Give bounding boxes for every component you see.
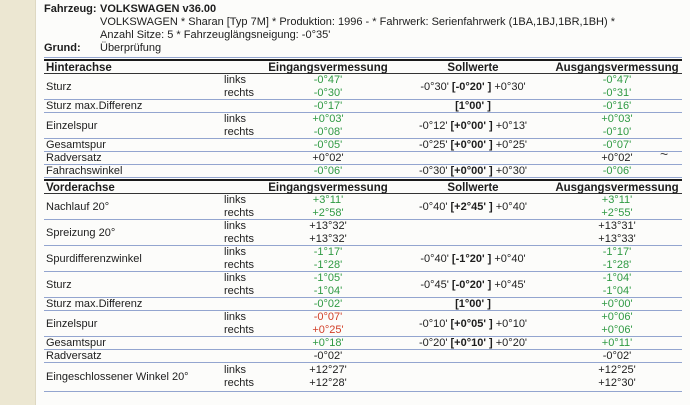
- table-row: [44, 152, 682, 165]
- eingang-values: [262, 220, 394, 246]
- measured-value: +2°55': [601, 207, 633, 219]
- side-label: links: [224, 113, 247, 125]
- eingang-values: [262, 337, 394, 349]
- measured-value: +0°03': [312, 113, 344, 125]
- measured-value: +13°32': [309, 220, 347, 232]
- eingang-values: [262, 100, 394, 112]
- side-label: rechts: [224, 324, 254, 336]
- ausgang-values: [552, 100, 682, 112]
- row-label: Spurdifferenzwinkel: [46, 252, 142, 265]
- measured-value: -0°02': [313, 298, 343, 310]
- side-labels: [222, 194, 262, 220]
- soll-value: -0°25' [+0°00' ] +0°25': [418, 139, 528, 151]
- table-row: [44, 363, 682, 392]
- side-label: rechts: [224, 377, 254, 389]
- soll-value: -0°40' [+2°45' ] +0°40': [418, 200, 528, 213]
- section-header-row: [44, 59, 682, 74]
- table-row: [44, 165, 682, 178]
- measured-value: -0°02': [602, 350, 632, 362]
- side-label: links: [224, 311, 247, 323]
- side-label: links: [224, 364, 247, 376]
- measured-value: -1°04': [313, 285, 343, 297]
- reason-label: Grund:: [44, 42, 81, 54]
- eingang-values: [262, 165, 394, 177]
- side-labels: [222, 220, 262, 246]
- column-header-eingang: Eingangsvermessung: [268, 62, 388, 74]
- scan-artifact-tilde: ~: [660, 146, 669, 162]
- measured-value: +0°18': [312, 337, 344, 349]
- eingang-values: [262, 246, 394, 272]
- measured-value: -0°30': [313, 87, 343, 99]
- ausgang-values: [552, 74, 682, 100]
- ausgang-values: [552, 194, 682, 220]
- ausgang-values: [552, 246, 682, 272]
- measured-value: +12°25': [598, 364, 636, 376]
- row-label: Sturz max.Differenz: [46, 298, 143, 310]
- column-header-ausgang: Ausgangsvermessung: [555, 182, 679, 194]
- column-header-ausgang: Ausgangsvermessung: [555, 62, 679, 74]
- row-label: Gesamtspur: [46, 337, 106, 349]
- eingang-values: [262, 152, 394, 164]
- measured-value: +0°11': [601, 337, 633, 349]
- measured-value: +12°30': [598, 377, 636, 389]
- eingang-values: [262, 298, 394, 310]
- table-row: [44, 194, 682, 220]
- table-row: [44, 337, 682, 350]
- eingang-values: [262, 113, 394, 139]
- table-row: [44, 311, 682, 337]
- table-row: [44, 74, 682, 100]
- side-label: rechts: [224, 126, 254, 138]
- side-label: links: [224, 194, 247, 206]
- measured-value: -0°10': [602, 126, 632, 138]
- eingang-values: [262, 139, 394, 151]
- measured-value: -0°31': [602, 87, 632, 99]
- soll-value: -0°10' [+0°05' ] +0°10': [418, 317, 528, 330]
- measured-value: +13°32': [309, 233, 347, 245]
- measured-value: -1°17': [602, 246, 632, 258]
- measured-value: -0°47': [602, 74, 632, 86]
- alignment-report: [44, 3, 682, 392]
- row-label: Sturz: [46, 80, 72, 93]
- soll-value: -0°30' [-0°20' ] +0°30': [420, 80, 526, 93]
- side-labels: [222, 272, 262, 298]
- measured-value: -1°04': [602, 285, 632, 297]
- measured-value: -0°05': [313, 139, 343, 151]
- measured-value: +3°11': [312, 194, 344, 206]
- measured-value: +13°31': [598, 220, 636, 232]
- vehicle-detail-line1: VOLKSWAGEN * Sharan [Typ 7M] * Produktion: 1996 - * Fahrwerk: Serienfahrwerk (1BA,1BJ,1BR,1BH) *: [100, 16, 615, 28]
- side-labels: [222, 246, 262, 272]
- side-labels: [222, 364, 262, 390]
- measured-value: +0°02': [601, 152, 633, 164]
- eingang-values: [262, 272, 394, 298]
- table-row: [44, 113, 682, 139]
- eingang-values: [262, 350, 394, 362]
- side-label: rechts: [224, 259, 254, 271]
- measured-value: +2°58': [312, 207, 344, 219]
- measured-value: -1°28': [602, 259, 632, 271]
- measured-value: +12°28': [309, 377, 347, 389]
- eingang-values: [262, 74, 394, 100]
- side-label: rechts: [224, 207, 254, 219]
- ausgang-values: [552, 220, 682, 246]
- eingang-values: [262, 311, 394, 337]
- side-label: links: [224, 272, 247, 284]
- soll-value: -0°30' [+0°00' ] +0°30': [418, 165, 528, 177]
- measured-value: -0°17': [313, 100, 343, 112]
- section-title: Hinterachse: [46, 62, 112, 74]
- measured-value: -0°47': [313, 74, 343, 86]
- measured-value: +0°25': [312, 324, 344, 336]
- side-label: rechts: [224, 285, 254, 297]
- measured-value: +0°06': [601, 324, 633, 336]
- side-labels: [222, 113, 262, 139]
- row-label: Spreizung 20°: [46, 226, 116, 239]
- ausgang-values: [552, 350, 682, 362]
- ausgang-values: [552, 311, 682, 337]
- table-row: [44, 220, 682, 246]
- ausgang-values: [552, 337, 682, 349]
- row-label: Fahrachswinkel: [46, 165, 123, 177]
- row-label: Sturz: [46, 278, 72, 291]
- table-row: [44, 246, 682, 272]
- measured-value: -1°05': [313, 272, 343, 284]
- scan-paper-edge: [0, 0, 36, 405]
- report-header: [44, 3, 682, 55]
- ausgang-values: [552, 272, 682, 298]
- measured-value: +0°06': [601, 311, 633, 323]
- side-label: links: [224, 74, 247, 86]
- measured-value: -0°06': [313, 165, 343, 177]
- row-label: Gesamtspur: [46, 139, 106, 151]
- measured-value: -0°06': [602, 165, 632, 177]
- soll-value: -0°20' [+0°10' ] +0°20': [418, 337, 528, 349]
- row-label: Sturz max.Differenz: [46, 100, 143, 112]
- side-label: links: [224, 246, 247, 258]
- measured-value: +0°03': [601, 113, 633, 125]
- table-row: [44, 100, 682, 113]
- side-labels: [222, 74, 262, 100]
- measured-value: -1°17': [313, 246, 343, 258]
- vehicle-label: Fahrzeug:: [44, 3, 97, 15]
- measured-value: -0°07': [602, 139, 632, 151]
- eingang-values: [262, 194, 394, 220]
- side-label: rechts: [224, 233, 254, 245]
- header-divider: [44, 57, 682, 58]
- ausgang-values: [552, 298, 682, 310]
- row-label: Radversatz: [46, 350, 102, 362]
- section-title: Vorderachse: [46, 182, 115, 194]
- measured-value: +0°00': [601, 298, 633, 310]
- measured-value: -0°16': [602, 100, 632, 112]
- ausgang-values: [552, 113, 682, 139]
- section-header-row: [44, 179, 682, 194]
- table-row: [44, 272, 682, 298]
- vehicle-name: VOLKSWAGEN v36.00: [100, 3, 217, 15]
- column-header-sollwerte: Sollwerte: [447, 182, 499, 194]
- alignment-table: [44, 59, 682, 392]
- ausgang-values: [552, 165, 682, 177]
- row-label: Einzelspur: [46, 119, 98, 132]
- soll-value: -0°12' [+0°00' ] +0°13': [418, 119, 528, 132]
- row-label: Eingeschlossener Winkel 20°: [46, 370, 189, 383]
- side-labels: [222, 311, 262, 337]
- measured-value: +13°33': [598, 233, 636, 245]
- measured-value: -0°08': [313, 126, 343, 138]
- eingang-values: [262, 364, 394, 390]
- ausgang-values: [552, 364, 682, 390]
- soll-value: -0°45' [-0°20' ] +0°45': [420, 278, 526, 291]
- table-row: [44, 298, 682, 311]
- measured-value: +3°11': [601, 194, 633, 206]
- column-header-eingang: Eingangsvermessung: [268, 182, 388, 194]
- side-label: links: [224, 220, 247, 232]
- reason-value: Überprüfung: [100, 42, 162, 54]
- soll-value: -0°40' [-1°20' ] +0°40': [420, 252, 526, 265]
- column-header-sollwerte: Sollwerte: [447, 62, 499, 74]
- measured-value: -1°04': [602, 272, 632, 284]
- row-label: Einzelspur: [46, 317, 98, 330]
- soll-value: [1°00' ]: [455, 100, 491, 112]
- soll-value: [1°00' ]: [455, 298, 491, 310]
- measured-value: -0°02': [313, 350, 343, 362]
- table-row: [44, 139, 682, 152]
- side-label: rechts: [224, 87, 254, 99]
- measured-value: +0°02': [312, 152, 344, 164]
- row-label: Nachlauf 20°: [46, 200, 110, 213]
- row-label: Radversatz: [46, 152, 102, 164]
- measured-value: -1°28': [313, 259, 343, 271]
- vehicle-detail-line2: Anzahl Sitze: 5 * Fahrzeuglängsneigung: -0°35': [100, 29, 331, 41]
- measured-value: -0°07': [313, 311, 343, 323]
- table-row: [44, 350, 682, 363]
- measured-value: +12°27': [309, 364, 347, 376]
